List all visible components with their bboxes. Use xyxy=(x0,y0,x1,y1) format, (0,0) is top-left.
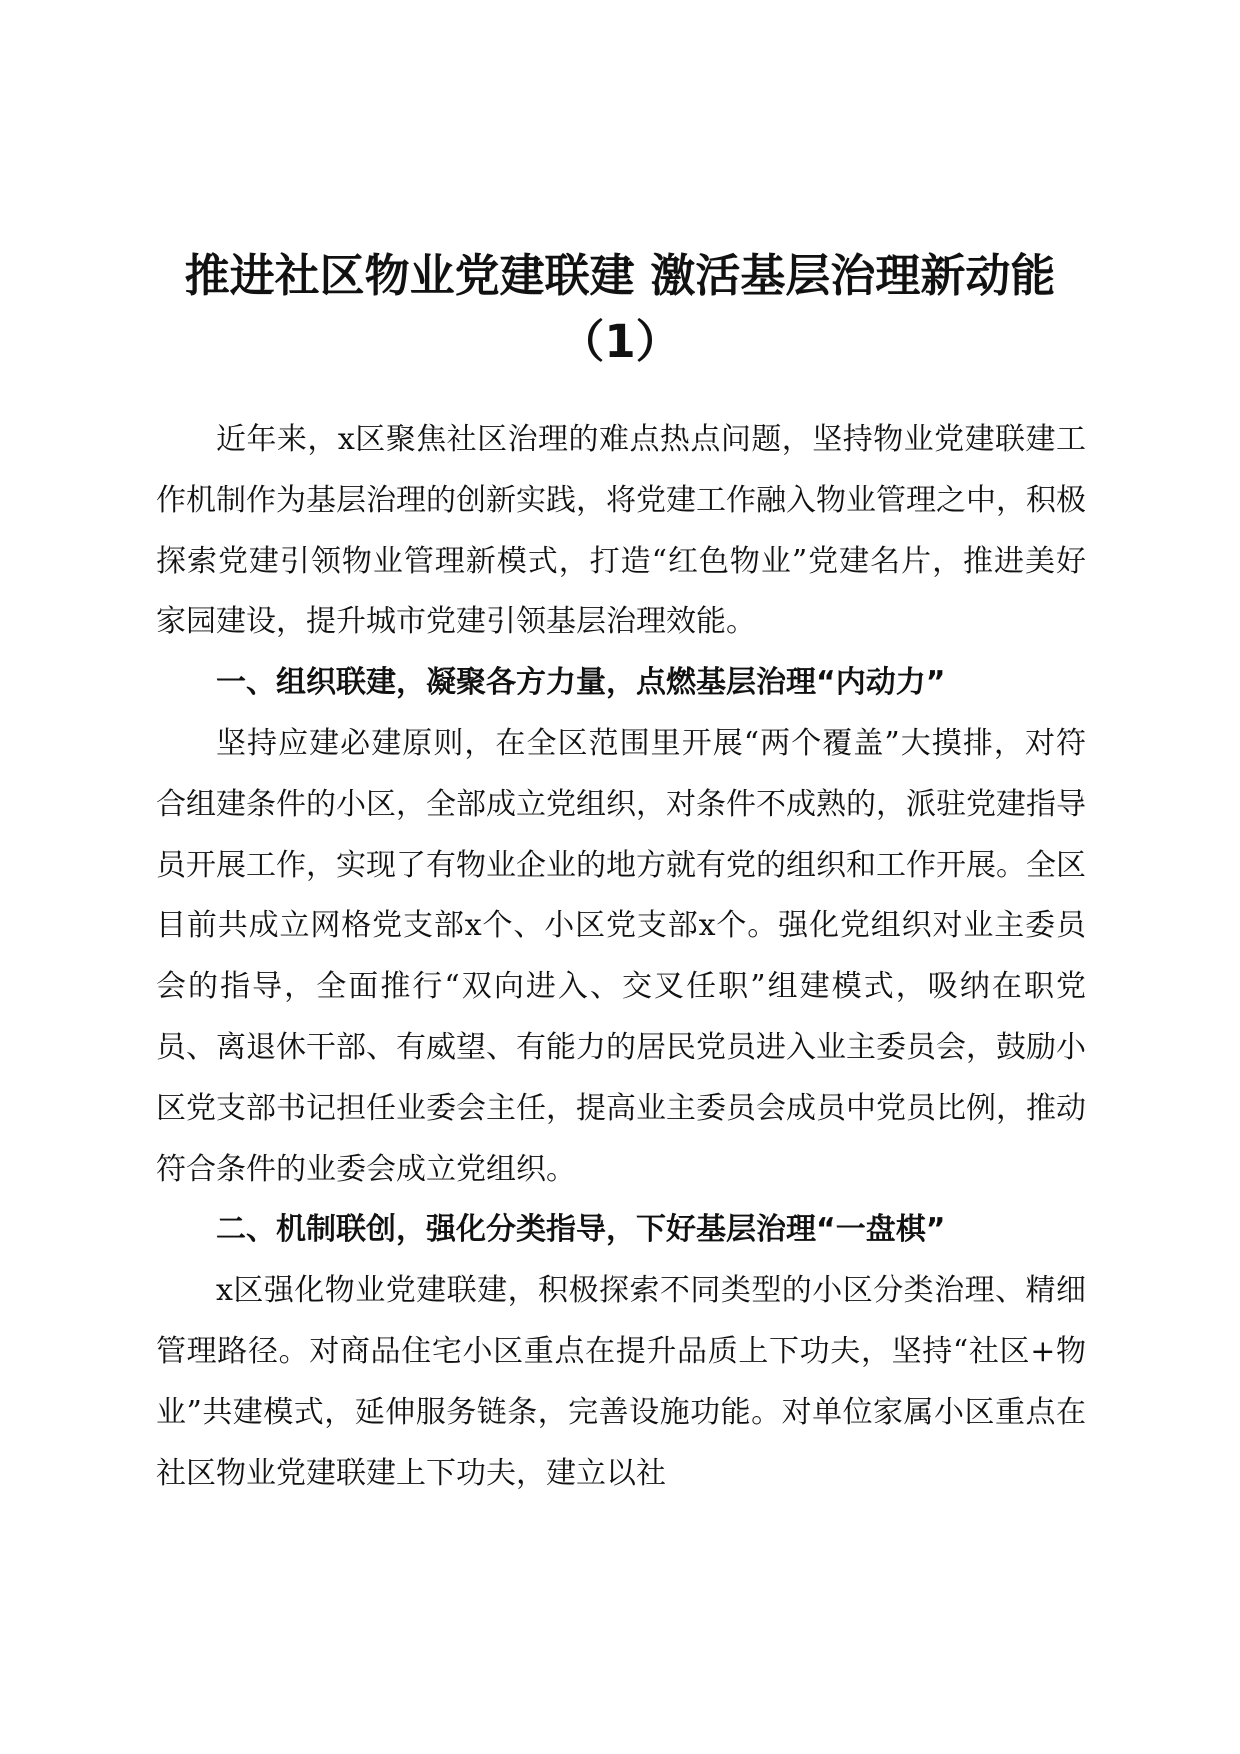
document-body xyxy=(156,410,1086,1504)
section-heading-2: 二、机制联创，强化分类指导，下好基层治理“一盘棋” xyxy=(216,1212,946,1248)
document-title-number: （1） xyxy=(559,315,681,368)
document-title: 推进社区物业党建联建 激活基层治理新动能 xyxy=(184,249,1056,302)
intro-paragraph: 近年来，x区聚焦社区治理的难点热点问题，坚持物业党建联建工作机制作为基层治理的创新实践，将党建工作融入物业管理之中，积极探索党建引领物业管理新模式，打造“红色物业”党建名片，推进美好家园建设，提升城市党建引领基层治理效能。 xyxy=(156,422,1086,640)
section-2-paragraph: x区强化物业党建联建，积极探索不同类型的小区分类治理、精细管理路径。对商品住宅小区重点在提升品质上下功夫，坚持“社区+物业”共建模式，延伸服务链条，完善设施功能。对单位家属小区重点在社区物业党建联建上下功夫，建立以社 xyxy=(156,1273,1086,1491)
section-heading-1: 一、组织联建，凝聚各方力量，点燃基层治理“内动力” xyxy=(216,665,946,701)
section-1-paragraph: 坚持应建必建原则，在全区范围里开展“两个覆盖”大摸排，对符合组建条件的小区，全部成立党组织，对条件不成熟的，派驻党建指导员开展工作，实现了有物业企业的地方就有党的组织和工作开展。全区目前共成立网格党支部x个、小区党支部x个。强化党组织对业主委员会的指导，全面推行“双向进入、交叉任职”组建模式，吸纳在职党员、离退休干部、有威望、有能力的居民党员进入业主委员会，鼓励小区党支部书记担任业委会主任，提高业主委员会成员中党员比例，推动符合条件的业委会成立党组织。 xyxy=(156,725,1086,1187)
